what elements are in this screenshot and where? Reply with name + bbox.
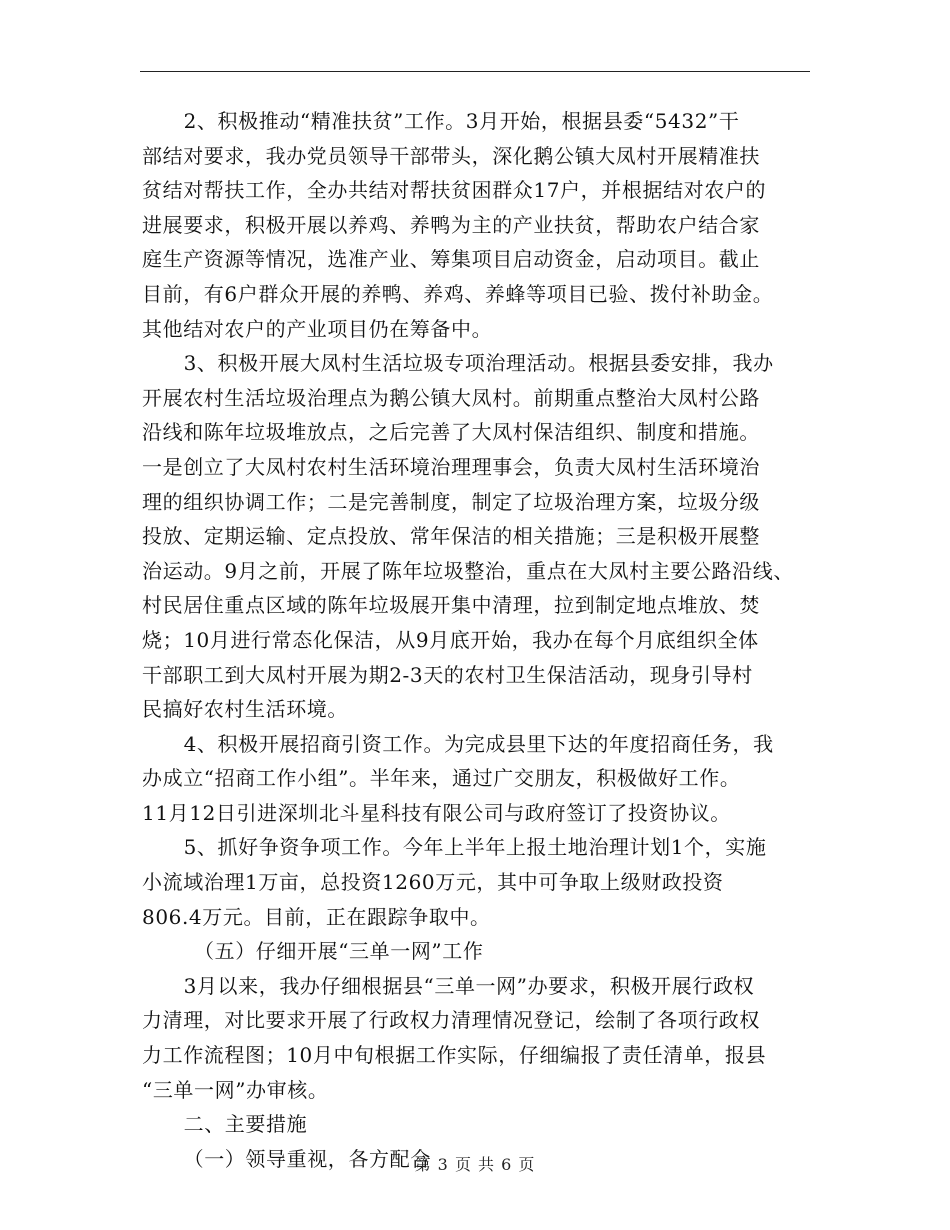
text-line: 其他结对农户的产业项目仍在筹备中。: [142, 316, 493, 341]
text-line: 5、抓好争资争项工作。今年上半年上报土地治理计划1个，实施: [183, 835, 767, 860]
text-line: （一）领导重视，各方配合: [183, 1146, 431, 1171]
text-line: 11月12日引进深圳北斗星科技有限公司与政府签订了投资协议。: [142, 800, 731, 825]
text-line: 沿线和陈年垃圾堆放点，之后完善了大凤村保洁组织、制度和措施。: [142, 420, 760, 445]
text-line: 3、积极开展大凤村生活垃圾专项治理活动。根据县委安排，我办: [183, 351, 774, 376]
text-line: 2、积极推动“精准扶贫”工作。3月开始，根据县委“5432”干: [183, 109, 740, 133]
text-line: 庭生产资源等情况，选准产业、筹集项目启动资金，启动项目。截止: [142, 247, 760, 272]
text-line: 治运动。9月之前，开展了陈年垃圾整治，重点在大凤村主要公路沿线、: [142, 558, 794, 583]
text-line: 民搞好农村生活环境。: [142, 697, 348, 722]
text-line: 理的组织协调工作；二是完善制度，制定了垃圾治理方案，垃圾分级: [142, 489, 760, 514]
page-number: 第 3 页 共 6 页: [414, 1155, 536, 1174]
text-line: 贫结对帮扶工作，全办共结对帮扶贫困群众17户，并根据结对农户的: [142, 178, 767, 203]
text-line: 烧；10月进行常态化保洁，从9月底开始，我办在每个月底组织全体: [142, 627, 759, 652]
text-line: 力清理，对比要求开展了行政权力清理情况登记，绘制了各项行政权: [142, 1008, 760, 1033]
text-line: 806.4万元。目前，正在跟踪争取中。: [142, 904, 491, 929]
text-line: 二、主要措施: [183, 1112, 308, 1137]
text-line: 投放、定期运输、定点投放、常年保洁的相关措施；三是积极开展整: [142, 524, 760, 549]
text-line: 力工作流程图；10月中旬根据工作实际，仔细编报了责任清单，报县: [142, 1043, 767, 1068]
header-rule: [140, 71, 810, 72]
text-line: 村民居住重点区域的陈年垃圾展开集中清理，拉到制定地点堆放、焚: [142, 593, 760, 618]
text-line: “三单一网”办审核。: [142, 1077, 329, 1102]
text-line: 部结对要求，我办党员领导干部带头，深化鹅公镇大凤村开展精准扶: [142, 143, 760, 168]
text-line: （五）仔细开展“三单一网”工作: [194, 939, 484, 964]
text-line: 一是创立了大凤村农村生活环境治理理事会，负责大凤村生活环境治: [142, 454, 760, 479]
document-body: [142, 104, 822, 1176]
text-line: 进展要求，积极开展以养鸡、养鸭为主的产业扶贫，帮助农户结合家: [142, 212, 760, 237]
text-line: 4、积极开展招商引资工作。为完成县里下达的年度招商任务，我: [183, 731, 774, 756]
text-line: 目前，有6户群众开展的养鸭、养鸡、养蜂等项目已验、拨付补助金。: [142, 281, 774, 306]
text-line: 开展农村生活垃圾治理点为鹅公镇大凤村。前期重点整治大凤村公路: [142, 385, 760, 410]
text-line: 办成立“招商工作小组”。半年来，通过广交朋友，积极做好工作。: [142, 766, 741, 791]
text-line: 干部职工到大凤村开展为期2-3天的农村卫生保洁活动，现身引导村: [142, 662, 753, 687]
text-line: 3月以来，我办仔细根据县“三单一网”办要求，积极开展行政权: [183, 973, 755, 998]
text-line: 小流域治理1万亩，总投资1260万元，其中可争取上级财政投资: [142, 870, 724, 895]
